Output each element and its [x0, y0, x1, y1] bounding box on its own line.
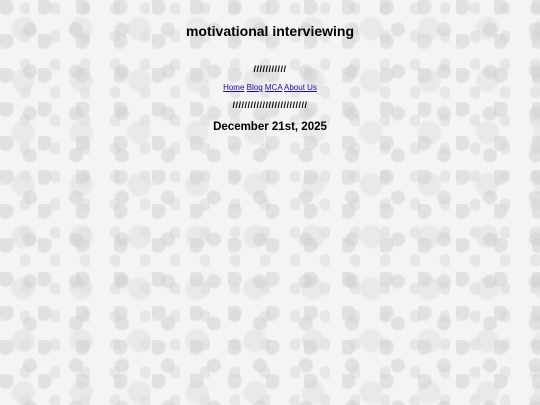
- nav-link-about-us[interactable]: About Us: [284, 83, 317, 92]
- nav-link-mca[interactable]: MCA: [264, 83, 283, 92]
- post-date: December 21st, 2025: [213, 121, 327, 133]
- top-nav: [0, 83, 540, 93]
- title-divider: ///////////: [253, 64, 287, 74]
- nav-link-home[interactable]: Home: [223, 83, 245, 92]
- nav-divider: /////////////////////////: [232, 100, 308, 110]
- site-title: motivational interviewing: [185, 23, 355, 39]
- nav-link-blog[interactable]: Blog: [246, 83, 263, 92]
